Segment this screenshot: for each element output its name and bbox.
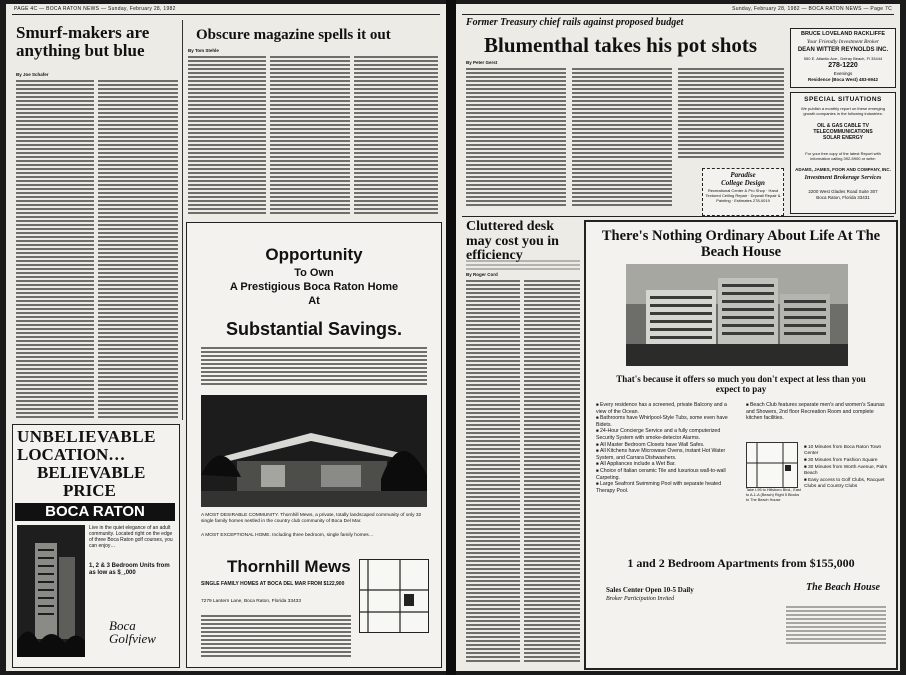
ad-title-prestigious: A Prestigious Boca Raton Home [229, 281, 399, 293]
ad-line-location: LOCATION… [17, 445, 126, 464]
thornhill-address: 7279 Lantern Lane, Boca Raton, Florida 33433 [201, 599, 302, 604]
blumenthal-column-2 [572, 68, 672, 208]
desk-column-2 [524, 280, 580, 664]
paradise-coupon-ad [702, 168, 784, 216]
boca-ad-units: 1, 2 & 3 Bedroom Units from as low as $_,000 [89, 563, 170, 576]
right-page-folio: Sunday, February 28, 1982 — BOCA RATON NEWS — Page 7C [732, 6, 892, 12]
thornhill-mews-ad [186, 222, 442, 668]
beach-house-fine-print [786, 606, 886, 646]
ad-title-opportunity: Opportunity [265, 245, 363, 264]
right-newspaper-page [456, 4, 900, 671]
feature-item: ■ Beach Club features separate men's and women's Saunas and Showers, 2nd floor Recreation Room and complete kitchen facilities. [746, 402, 888, 422]
house-image-icon [201, 395, 427, 507]
special-firm-sub: Investment Brokerage Services [804, 175, 882, 181]
features-list-right [746, 402, 888, 422]
folio-rule-right [462, 14, 894, 15]
smurf-headline: Smurf-makers are anything but blue [16, 23, 150, 60]
broker-residence: Residence (Boca West) 483-6942 [808, 77, 878, 82]
beach-house-price: 1 and 2 Bedroom Apartments from $155,000 [627, 556, 855, 570]
section-rule [462, 216, 894, 217]
thornhill-fine-print [201, 615, 351, 657]
coupon-line-1: Paradise [730, 171, 756, 179]
tower-image-icon [17, 525, 85, 657]
smurf-column-2 [98, 80, 178, 418]
blumenthal-headline: Blumenthal takes his pot shots [484, 33, 758, 57]
boca-golfview-ad [12, 424, 180, 668]
distances-list [804, 444, 892, 490]
ad-title-at: At [308, 295, 320, 307]
beach-house-subhead: That's because it offers so much you don't expect at less than you expect to pay [616, 374, 866, 394]
special-body: We publish a monthly report on these emerging growth companies in the following industries: [801, 106, 885, 116]
broker-title: Your Friendly Investment Broker [806, 39, 880, 45]
feature-item: ■ Large Seafront Swimming Pool with separate heated Therapy Pool. [596, 481, 736, 494]
distance-item: ■ 30 Minutes from Fashion Square [804, 457, 892, 464]
special-title: SPECIAL SITUATIONS [804, 96, 882, 103]
rackliffe-broker-ad [790, 28, 896, 88]
coupon-body: Recreational Center & Pro Shop · Hand Textured Ceiling Repair · Drywall Repair & Painting · Estimates 278-0019 [705, 188, 781, 203]
blumenthal-kicker: Former Treasury chief rails against proposed budget [466, 17, 684, 28]
thornhill-brand-sub: SINGLE FAMILY HOMES AT BOCA DEL MAR FROM $122,900 [201, 581, 345, 587]
beach-house-directions: Take I-95 to Hillsboro Blvd., East to A-1-A (Beach) Right 5 Blocks to The Beach House [746, 488, 801, 502]
feature-item: ■ Every residence has a screened, private Balcony and a view of the Ocean. [596, 402, 736, 415]
beach-house-broker: Broker Participation Invited [606, 596, 675, 602]
left-newspaper-page [6, 4, 446, 671]
magazine-byline: By Tom Stehle [188, 48, 219, 53]
boca-ad-body: Live in the quiet elegance of an adult community. Located right on the edge of three Boca Raton golf courses, you can enjoy… [89, 525, 173, 549]
thornhill-body-text [201, 347, 427, 387]
map-icon [747, 443, 797, 487]
beach-house-logo: The Beach House [806, 582, 880, 593]
folio-rule [12, 14, 440, 15]
column-divider [182, 20, 183, 420]
special-industries: OIL & GAS CABLE TV TELECOMMUNICATIONS SOLAR ENERGY [813, 123, 873, 141]
beach-house-ad [584, 220, 898, 670]
special-offer: For your free copy of the latest Report with information calling 392-5900 or write: [805, 151, 881, 161]
features-list-left [596, 402, 736, 494]
thornhill-caption-1: A MOST DESIRABLE COMMUNITY. Thornhill Mews, a private, totally landscaped community of only 32 single family homes nestled in the country club community of Boca Del Mar. [201, 513, 422, 524]
special-situations-ad [790, 92, 896, 214]
feature-item: ■ Bathrooms have Whirlpool-Style Tubs, some even have Bidets. [596, 415, 736, 428]
blumenthal-byline: By Peter Gerst [466, 60, 498, 65]
broker-phone-label: Evenings [833, 71, 853, 76]
house-photo [201, 395, 427, 507]
smurf-byline: By Joe Schafer [16, 72, 49, 77]
special-address: 2200 West Glades Road Suite 307 Boca Raton, Florida 33431 [808, 189, 878, 200]
building-image-icon [626, 264, 848, 366]
desk-subtext [466, 260, 580, 270]
broker-firm: DEAN WITTER REYNOLDS INC. [797, 47, 889, 53]
ad-line-unbelievable: UNBELIEVABLE [17, 427, 156, 446]
blumenthal-column-1 [466, 68, 566, 208]
beach-house-sales-hours: Sales Center Open 10-5 Daily [606, 586, 694, 594]
tower-photo [17, 525, 85, 657]
thornhill-caption-2: A MOST EXCEPTIONAL HOME. Including three bedroom, single family homes… [201, 533, 374, 538]
desk-headline: Cluttered desk may cost you in efficiency [466, 219, 559, 264]
magazine-column-1 [188, 56, 266, 216]
feature-item: ■ Choice of Italian ceramic Tile and luxurious wall-to-wall Carpeting. [596, 468, 736, 481]
broker-name: BRUCE LOVELAND RACKLIFFE [800, 31, 886, 37]
desk-column-1 [466, 280, 520, 664]
location-map [359, 559, 429, 633]
ad-line-believable: BELIEVABLE [37, 463, 146, 482]
map-icon [360, 560, 428, 632]
broker-address: 550 E. Atlantic Ave., Delray Beach, Fl 33444 [803, 56, 883, 61]
feature-item: ■ 24-Hour Concierge Service and a fully computerized Security System with smoke-detector Alarms. [596, 428, 736, 441]
desk-byline: By Roger Cord [466, 272, 498, 277]
ad-title-savings: Substantial Savings. [225, 319, 403, 339]
distance-item: ■ 10 Minutes from Boca Raton Town Center [804, 444, 892, 457]
magazine-column-2 [270, 56, 350, 216]
broker-phone: 278-1220 [828, 62, 858, 69]
boca-golfview-logo: Boca Golfview [109, 618, 156, 646]
left-page-folio: PAGE 4C — BOCA RATON NEWS — Sunday, February 28, 1982 [14, 6, 176, 12]
magazine-column-3 [354, 56, 438, 216]
thornhill-brand: Thornhill Mews [227, 557, 351, 576]
beach-house-photo [626, 264, 848, 366]
blumenthal-column-3 [678, 68, 784, 160]
ad-line-price: PRICE [63, 481, 116, 500]
feature-item: ■ All Appliances include a Wet Bar. [596, 461, 736, 468]
beach-house-map [746, 442, 798, 488]
ad-title-to-own: To Own [294, 267, 334, 279]
distance-item: ■ Easy access to Golf Clubs, Racquet Clubs and Country Clubs [804, 477, 892, 490]
boca-raton-badge: BOCA RATON [15, 503, 175, 521]
coupon-line-2: College Design [721, 179, 765, 187]
feature-item: ■ All Kitchens have Microwave Ovens, instant Hot Water System, and Carrara Dishwashers. [596, 448, 736, 461]
magazine-headline: Obscure magazine spells it out [196, 27, 391, 43]
beach-house-headline: There's Nothing Ordinary About Life At The Beach House [601, 228, 881, 260]
feature-item: ■ All Master Bedroom Closets have Wall Safes. [596, 442, 736, 449]
special-firm: ADAMS, JAMES, FOOR AND COMPANY, INC. [795, 167, 891, 172]
distance-item: ■ 30 Minutes from Worth Avenue, Palm Beach [804, 464, 892, 477]
page-gutter [446, 0, 456, 675]
smurf-column-1 [16, 80, 94, 418]
